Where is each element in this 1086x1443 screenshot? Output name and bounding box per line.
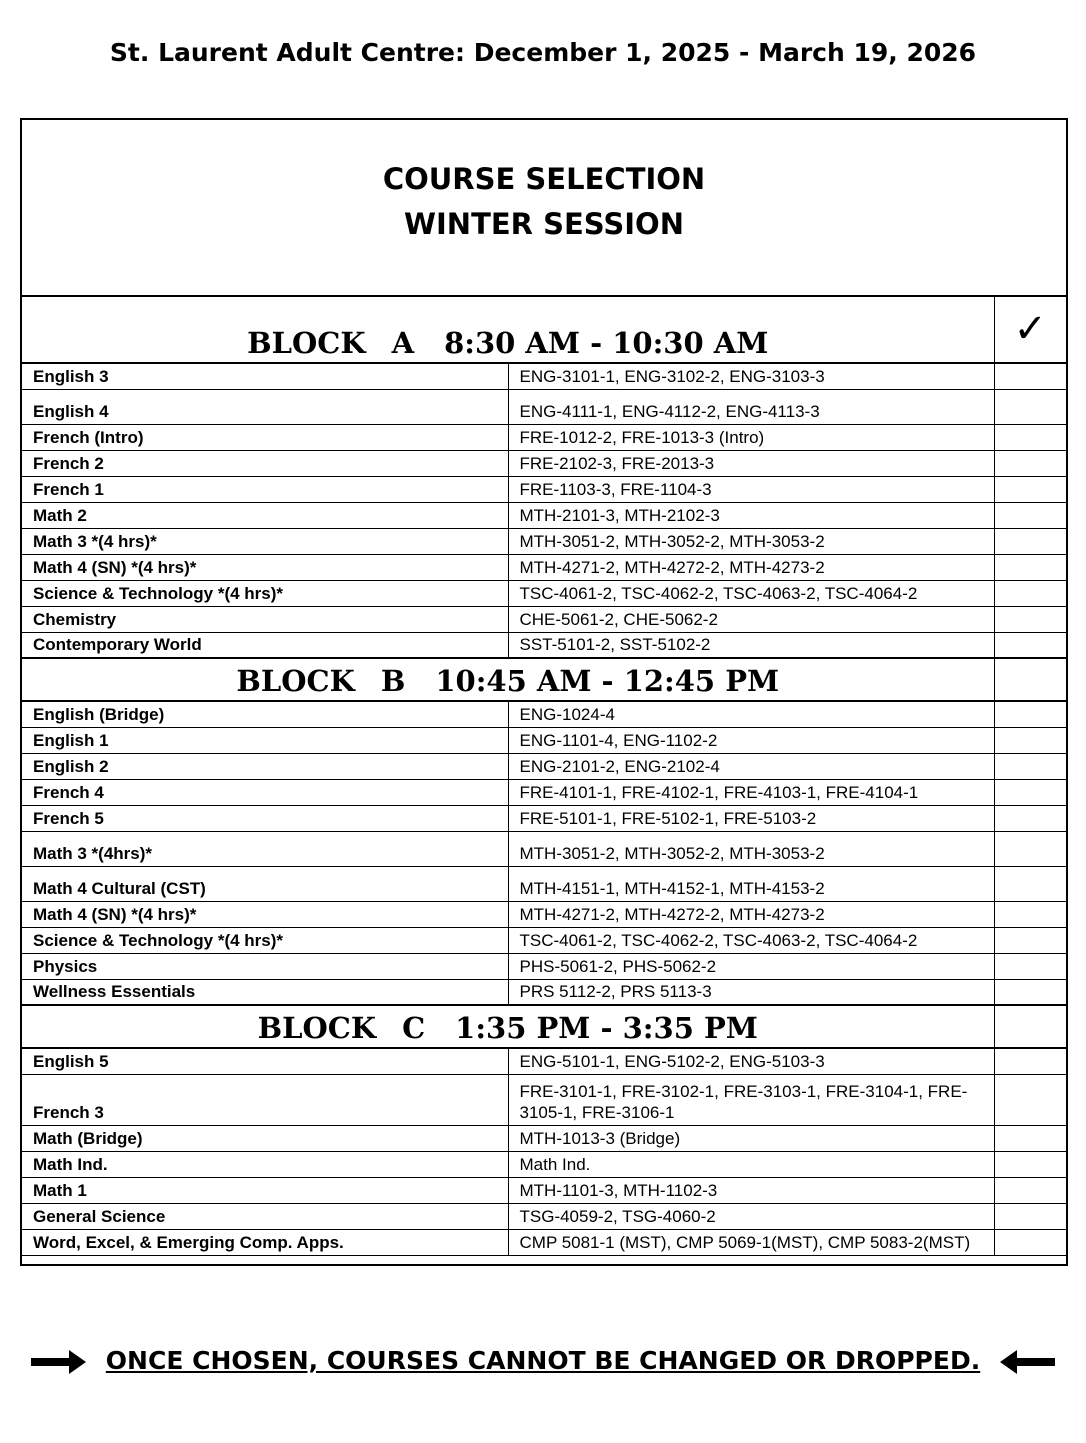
course-row: [22, 979, 1066, 1005]
course-name: Math Ind.: [22, 1151, 508, 1177]
course-row: [22, 831, 1066, 866]
course-row: [22, 901, 1066, 927]
course-name: Math 2: [22, 502, 508, 528]
course-select-cell[interactable]: [994, 476, 1066, 502]
course-codes: MTH-4271-2, MTH-4272-2, MTH-4273-2: [508, 901, 994, 927]
course-name: English 4: [22, 389, 508, 424]
course-select-cell[interactable]: [994, 727, 1066, 753]
course-row: [22, 554, 1066, 580]
course-select-cell[interactable]: [994, 753, 1066, 779]
course-row: [22, 424, 1066, 450]
course-row: [22, 1151, 1066, 1177]
course-name: Math 4 (SN) *(4 hrs)*: [22, 554, 508, 580]
course-select-cell[interactable]: [994, 424, 1066, 450]
course-name: Contemporary World: [22, 632, 508, 658]
course-select-cell[interactable]: [994, 779, 1066, 805]
course-codes: MTH-4271-2, MTH-4272-2, MTH-4273-2: [508, 554, 994, 580]
course-codes: FRE-3101-1, FRE-3102-1, FRE-3103-1, FRE-3104-1, FRE-3105-1, FRE-3106-1: [508, 1074, 994, 1125]
course-codes: MTH-2101-3, MTH-2102-3: [508, 502, 994, 528]
page-title: St. Laurent Adult Centre: December 1, 2025 - March 19, 2026: [109, 38, 977, 67]
course-select-cell[interactable]: [994, 927, 1066, 953]
course-codes: TSC-4061-2, TSC-4062-2, TSC-4063-2, TSC-4064-2: [508, 580, 994, 606]
course-codes: MTH-4151-1, MTH-4152-1, MTH-4153-2: [508, 866, 994, 901]
course-select-cell[interactable]: [994, 1151, 1066, 1177]
notice: [0, 1346, 1086, 1375]
course-row: [22, 1125, 1066, 1151]
form-title-line1: COURSE SELECTION: [382, 161, 706, 196]
course-select-cell[interactable]: [994, 831, 1066, 866]
notice-text: ONCE CHOSEN, COURSES CANNOT BE CHANGED OR DROPPED.: [105, 1346, 981, 1375]
course-name: Math 3 *(4hrs)*: [22, 831, 508, 866]
course-codes: TSC-4061-2, TSC-4062-2, TSC-4063-2, TSC-4064-2: [508, 927, 994, 953]
course-row: [22, 727, 1066, 753]
course-name: French 1: [22, 476, 508, 502]
course-name: French 3: [22, 1074, 508, 1125]
course-select-cell[interactable]: [994, 554, 1066, 580]
course-codes: FRE-2102-3, FRE-2013-3: [508, 450, 994, 476]
course-select-cell[interactable]: [994, 1203, 1066, 1229]
course-codes: ENG-1024-4: [508, 701, 994, 727]
course-row: [22, 476, 1066, 502]
course-codes: SST-5101-2, SST-5102-2: [508, 632, 994, 658]
block-header-row: [22, 658, 1066, 701]
course-name: Wellness Essentials: [22, 979, 508, 1005]
course-name: Math 4 Cultural (CST): [22, 866, 508, 901]
course-selection-form: [20, 118, 1068, 1266]
course-codes: MTH-1101-3, MTH-1102-3: [508, 1177, 994, 1203]
course-codes: ENG-3101-1, ENG-3102-2, ENG-3103-3: [508, 363, 994, 389]
course-select-cell[interactable]: [994, 1125, 1066, 1151]
block-word: BLOCK: [257, 1011, 377, 1045]
course-codes: MTH-3051-2, MTH-3052-2, MTH-3053-2: [508, 528, 994, 554]
course-codes: CHE-5061-2, CHE-5062-2: [508, 606, 994, 632]
block-time: 8:30 AM - 10:30 AM: [444, 326, 769, 360]
course-select-cell[interactable]: [994, 1177, 1066, 1203]
block-letter: B: [380, 664, 406, 698]
course-codes: ENG-5101-1, ENG-5102-2, ENG-5103-3: [508, 1048, 994, 1074]
course-select-cell[interactable]: [994, 450, 1066, 476]
course-row: [22, 502, 1066, 528]
course-name: French (Intro): [22, 424, 508, 450]
course-select-cell[interactable]: [994, 363, 1066, 389]
course-select-cell[interactable]: [994, 866, 1066, 901]
course-table: [22, 297, 1066, 1256]
course-select-cell[interactable]: [994, 701, 1066, 727]
course-name: French 5: [22, 805, 508, 831]
course-row: [22, 363, 1066, 389]
course-select-cell[interactable]: [994, 979, 1066, 1005]
course-name: French 4: [22, 779, 508, 805]
course-select-cell[interactable]: [994, 1048, 1066, 1074]
form-title-line2: WINTER SESSION: [404, 206, 684, 241]
course-select-cell[interactable]: [994, 1229, 1066, 1255]
block-header-row: [22, 1005, 1066, 1048]
course-row: [22, 1229, 1066, 1255]
course-name: English (Bridge): [22, 701, 508, 727]
course-codes: FRE-4101-1, FRE-4102-1, FRE-4103-1, FRE-4104-1: [508, 779, 994, 805]
block-letter: C: [402, 1011, 426, 1045]
arrow-left-icon: [999, 1349, 1055, 1375]
block-time: 1:35 PM - 3:35 PM: [455, 1011, 758, 1045]
course-row: [22, 1177, 1066, 1203]
course-name: Word, Excel, & Emerging Comp. Apps.: [22, 1229, 508, 1255]
course-name: General Science: [22, 1203, 508, 1229]
course-row: [22, 953, 1066, 979]
course-name: Math (Bridge): [22, 1125, 508, 1151]
course-select-cell[interactable]: [994, 606, 1066, 632]
course-codes: PRS 5112-2, PRS 5113-3: [508, 979, 994, 1005]
course-select-cell[interactable]: [994, 901, 1066, 927]
block-letter: A: [391, 326, 415, 360]
course-codes: TSG-4059-2, TSG-4060-2: [508, 1203, 994, 1229]
course-codes: FRE-1012-2, FRE-1013-3 (Intro): [508, 424, 994, 450]
course-row: [22, 580, 1066, 606]
course-name: Math 3 *(4 hrs)*: [22, 528, 508, 554]
course-codes: ENG-4111-1, ENG-4112-2, ENG-4113-3: [508, 389, 994, 424]
course-name: English 3: [22, 363, 508, 389]
course-row: [22, 805, 1066, 831]
course-row: [22, 1048, 1066, 1074]
block-label: [22, 658, 994, 701]
course-name: English 2: [22, 753, 508, 779]
block-check-cell: [994, 658, 1066, 701]
block-check-cell: [994, 1005, 1066, 1048]
course-codes: Math Ind.: [508, 1151, 994, 1177]
block-label: [22, 297, 994, 363]
course-codes: FRE-1103-3, FRE-1104-3: [508, 476, 994, 502]
course-name: Physics: [22, 953, 508, 979]
block-header-row: [22, 297, 1066, 363]
form-header: [22, 120, 1066, 297]
course-name: French 2: [22, 450, 508, 476]
course-row: [22, 606, 1066, 632]
course-select-cell[interactable]: [994, 1074, 1066, 1125]
course-row: [22, 632, 1066, 658]
course-name: Math 4 (SN) *(4 hrs)*: [22, 901, 508, 927]
course-select-cell[interactable]: [994, 502, 1066, 528]
course-row: [22, 753, 1066, 779]
course-name: Science & Technology *(4 hrs)*: [22, 580, 508, 606]
course-select-cell[interactable]: [994, 632, 1066, 658]
course-row: [22, 1074, 1066, 1125]
course-row: [22, 927, 1066, 953]
course-codes: FRE-5101-1, FRE-5102-1, FRE-5103-2: [508, 805, 994, 831]
course-select-cell[interactable]: [994, 528, 1066, 554]
course-select-cell[interactable]: [994, 805, 1066, 831]
course-name: English 5: [22, 1048, 508, 1074]
block-word: BLOCK: [247, 326, 366, 360]
course-row: [22, 528, 1066, 554]
course-select-cell[interactable]: [994, 580, 1066, 606]
course-name: Math 1: [22, 1177, 508, 1203]
course-codes: ENG-2101-2, ENG-2102-4: [508, 753, 994, 779]
block-time: 10:45 AM - 12:45 PM: [435, 664, 780, 698]
course-row: [22, 701, 1066, 727]
course-codes: MTH-3051-2, MTH-3052-2, MTH-3053-2: [508, 831, 994, 866]
checkmark-icon: ✓: [994, 297, 1066, 363]
course-codes: MTH-1013-3 (Bridge): [508, 1125, 994, 1151]
course-row: [22, 1203, 1066, 1229]
arrow-right-icon: [31, 1349, 87, 1375]
course-codes: CMP 5081-1 (MST), CMP 5069-1(MST), CMP 5083-2(MST): [508, 1229, 994, 1255]
course-name: Chemistry: [22, 606, 508, 632]
course-name: Science & Technology *(4 hrs)*: [22, 927, 508, 953]
block-word: BLOCK: [236, 664, 355, 698]
course-row: [22, 866, 1066, 901]
course-table-body: [22, 297, 1066, 1255]
course-select-cell[interactable]: [994, 389, 1066, 424]
block-label: [22, 1005, 994, 1048]
course-row: [22, 450, 1066, 476]
course-row: [22, 389, 1066, 424]
course-row: [22, 779, 1066, 805]
course-codes: ENG-1101-4, ENG-1102-2: [508, 727, 994, 753]
course-select-cell[interactable]: [994, 953, 1066, 979]
course-codes: PHS-5061-2, PHS-5062-2: [508, 953, 994, 979]
course-name: English 1: [22, 727, 508, 753]
